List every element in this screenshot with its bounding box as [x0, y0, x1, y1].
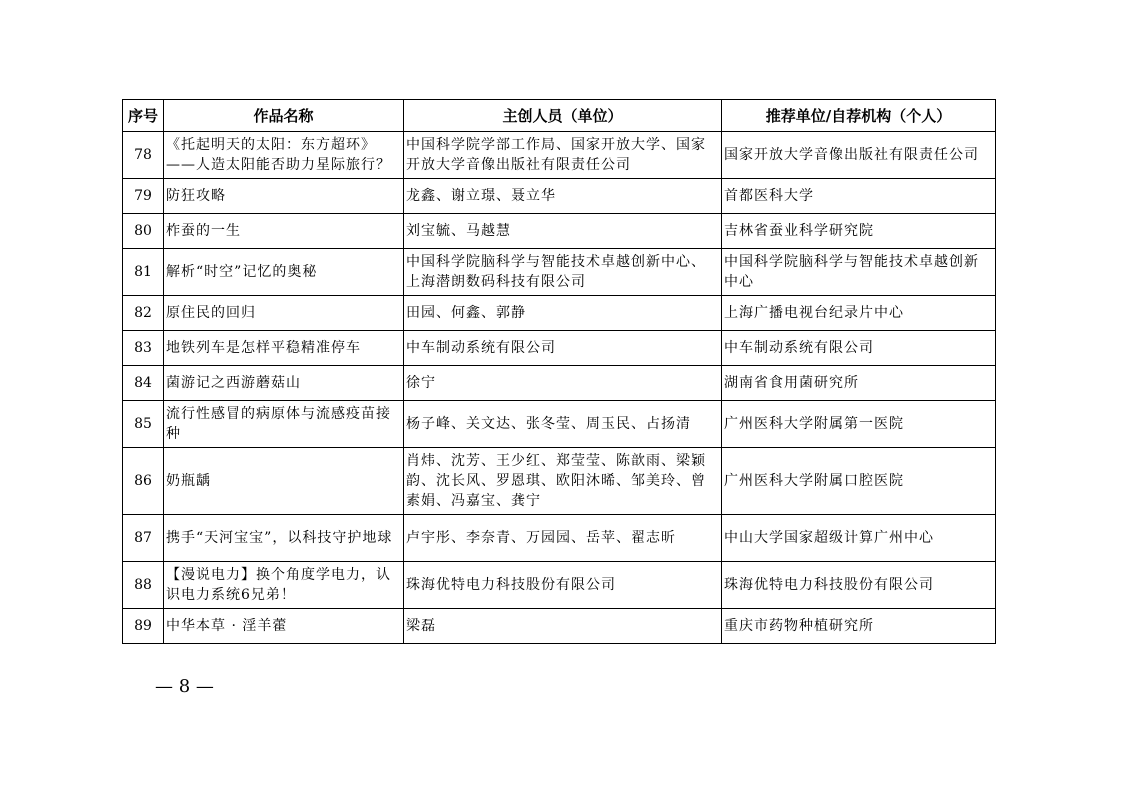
- row-index: 78: [123, 132, 164, 179]
- row-title: 携手“天河宝宝”，以科技守护地球: [164, 515, 404, 562]
- row-recommender: 中国科学院脑科学与智能技术卓越创新中心: [722, 249, 996, 296]
- page-number: — 8 —: [155, 676, 214, 697]
- table-row: [123, 515, 996, 562]
- row-index: 81: [123, 249, 164, 296]
- row-recommender: 首都医科大学: [722, 179, 996, 214]
- header-creators: 主创人员（单位）: [404, 100, 722, 132]
- row-creators: 田园、何鑫、郭静: [404, 296, 722, 331]
- row-title: 《托起明天的太阳：东方超环》——人造太阳能否助力星际旅行？: [164, 132, 404, 179]
- row-title: 柞蚕的一生: [164, 214, 404, 249]
- row-index: 80: [123, 214, 164, 249]
- table-row: [123, 366, 996, 401]
- row-title: 地铁列车是怎样平稳精准停车: [164, 331, 404, 366]
- table-row: [123, 296, 996, 331]
- header-row: [123, 100, 996, 132]
- row-creators: 中国科学院脑科学与智能技术卓越创新中心、上海潜朗数码科技有限公司: [404, 249, 722, 296]
- table-row: [123, 179, 996, 214]
- table-row: [123, 132, 996, 179]
- row-creators: 刘宝毓、马越慧: [404, 214, 722, 249]
- row-recommender: 广州医科大学附属第一医院: [722, 401, 996, 448]
- row-title: 中华本草 · 淫羊藿: [164, 609, 404, 644]
- header-index: 序号: [123, 100, 164, 132]
- table-row: [123, 401, 996, 448]
- row-title: 流行性感冒的病原体与流感疫苗接种: [164, 401, 404, 448]
- row-creators: 中车制动系统有限公司: [404, 331, 722, 366]
- row-creators: 珠海优特电力科技股份有限公司: [404, 562, 722, 609]
- row-title: 菌游记之西游蘑菇山: [164, 366, 404, 401]
- row-index: 88: [123, 562, 164, 609]
- row-recommender: 湖南省食用菌研究所: [722, 366, 996, 401]
- row-creators: 中国科学院学部工作局、国家开放大学、国家开放大学音像出版社有限责任公司: [404, 132, 722, 179]
- table-row: [123, 448, 996, 515]
- row-creators: 徐宁: [404, 366, 722, 401]
- table-row: [123, 562, 996, 609]
- header-title: 作品名称: [164, 100, 404, 132]
- header-recommender: 推荐单位/自荐机构（个人）: [722, 100, 996, 132]
- row-recommender: 珠海优特电力科技股份有限公司: [722, 562, 996, 609]
- row-index: 79: [123, 179, 164, 214]
- works-table: [122, 99, 996, 644]
- row-creators: 卢宇彤、李奈青、万园园、岳苹、翟志昕: [404, 515, 722, 562]
- table-row: [123, 249, 996, 296]
- row-title: 原住民的回归: [164, 296, 404, 331]
- row-creators: 肖炜、沈芳、王少红、郑莹莹、陈歆雨、梁颖韵、沈长风、罗恩琪、欧阳沐晞、邹美玲、曾素娟、冯嘉宝、龚宁: [404, 448, 722, 515]
- table-header: [123, 100, 996, 132]
- row-recommender: 广州医科大学附属口腔医院: [722, 448, 996, 515]
- row-recommender: 中山大学国家超级计算广州中心: [722, 515, 996, 562]
- row-index: 89: [123, 609, 164, 644]
- row-index: 87: [123, 515, 164, 562]
- row-recommender: 重庆市药物种植研究所: [722, 609, 996, 644]
- row-index: 86: [123, 448, 164, 515]
- row-creators: 龙鑫、谢立璟、聂立华: [404, 179, 722, 214]
- row-title: 防狂攻略: [164, 179, 404, 214]
- row-recommender: 国家开放大学音像出版社有限责任公司: [722, 132, 996, 179]
- row-title: 解析“时空”记忆的奥秘: [164, 249, 404, 296]
- table-row: [123, 214, 996, 249]
- row-recommender: 上海广播电视台纪录片中心: [722, 296, 996, 331]
- row-creators: 梁磊: [404, 609, 722, 644]
- row-recommender: 中车制动系统有限公司: [722, 331, 996, 366]
- table-body: [123, 132, 996, 644]
- table-row: [123, 331, 996, 366]
- row-title: 【漫说电力】换个角度学电力，认识电力系统6兄弟！: [164, 562, 404, 609]
- row-recommender: 吉林省蚕业科学研究院: [722, 214, 996, 249]
- row-creators: 杨子峰、关文达、张冬莹、周玉民、占扬清: [404, 401, 722, 448]
- row-index: 82: [123, 296, 164, 331]
- row-index: 84: [123, 366, 164, 401]
- row-index: 85: [123, 401, 164, 448]
- table-row: [123, 609, 996, 644]
- row-index: 83: [123, 331, 164, 366]
- row-title: 奶瓶龋: [164, 448, 404, 515]
